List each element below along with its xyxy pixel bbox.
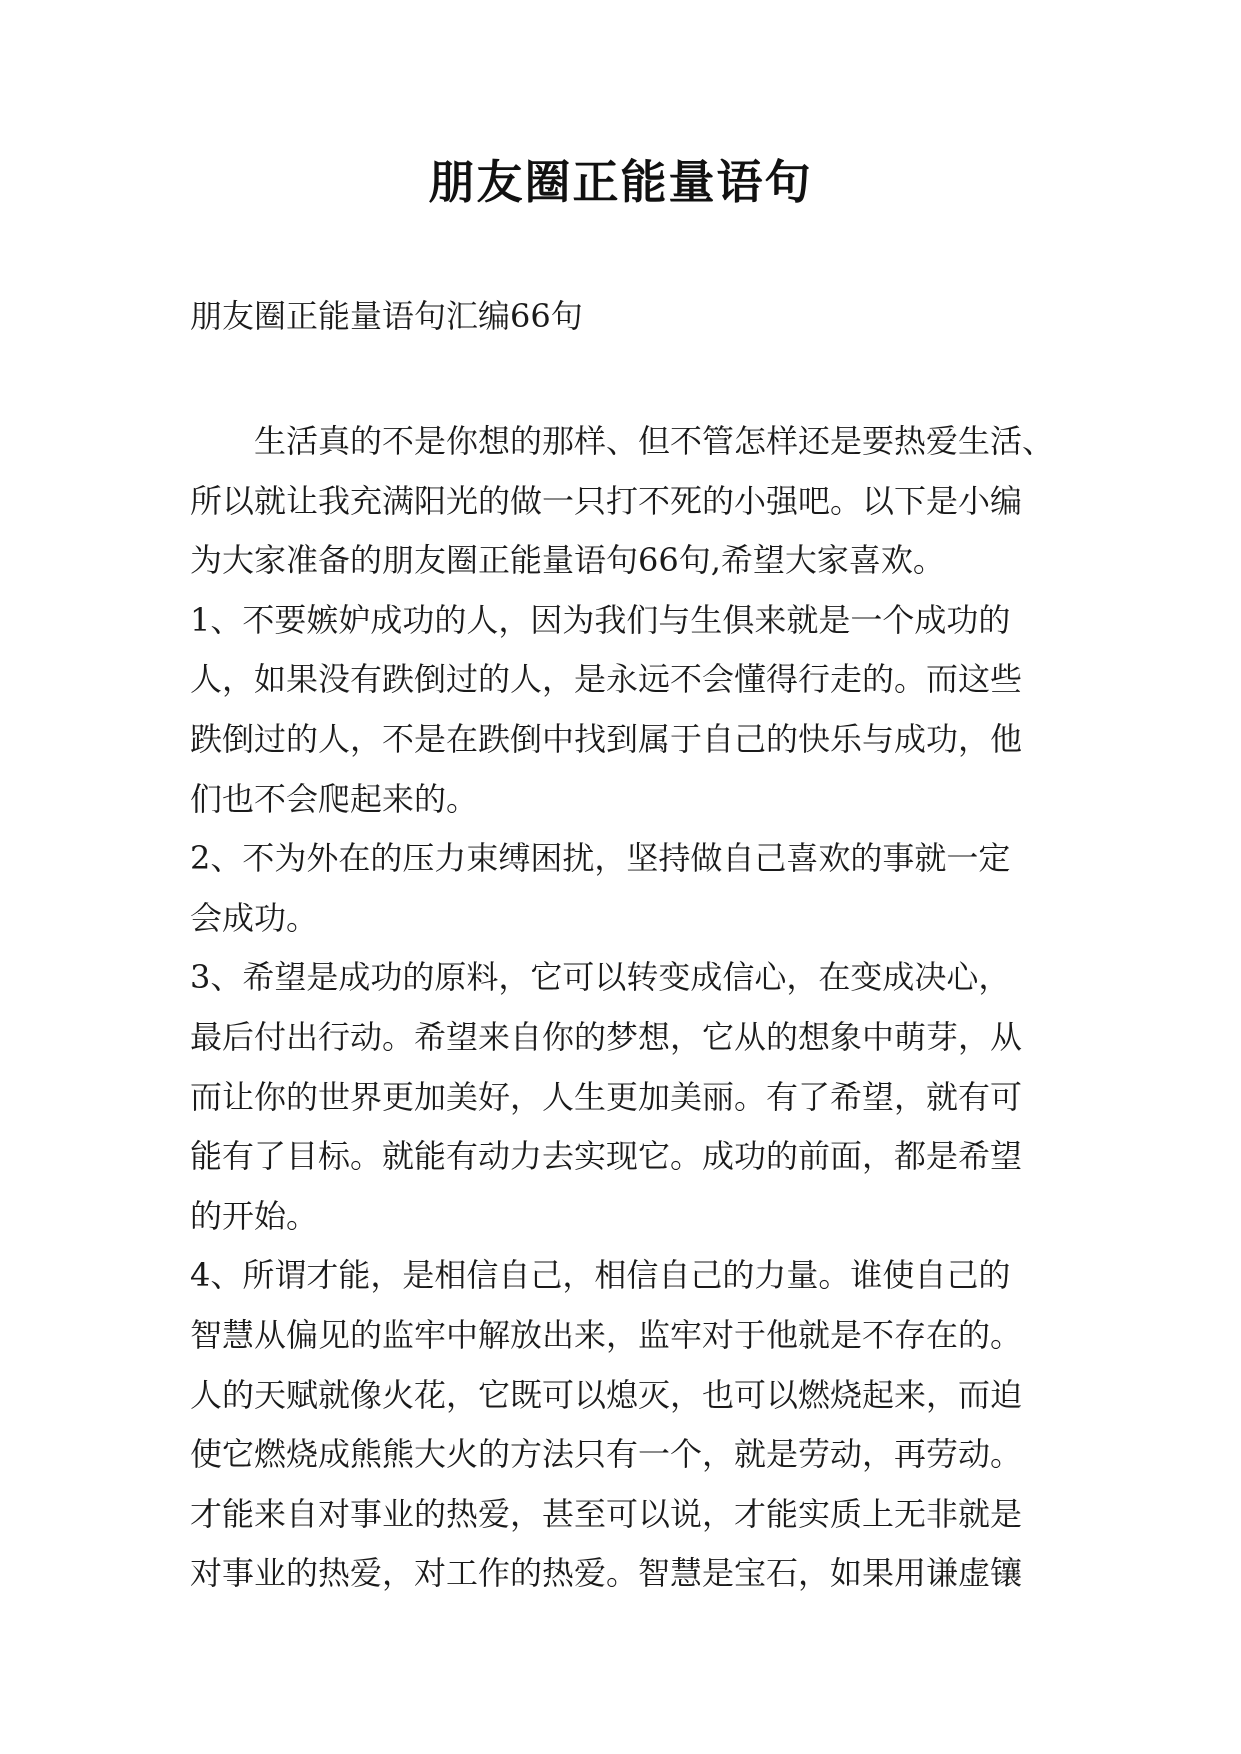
document-body	[190, 412, 1070, 1604]
body-line: 的开始。	[190, 1196, 319, 1235]
body-line: 所以就让我充满阳光的做一只打不死的小强吧。以下是小编	[190, 481, 1023, 520]
body-line: 2、不为外在的压力束缚困扰，坚持做自己喜欢的事就一定	[190, 839, 1011, 878]
body-line: 最后付出行动。希望来自你的梦想，它从的想象中萌芽，从	[190, 1017, 1023, 1056]
body-line: 才能来自对事业的热爱，甚至可以说，才能实质上无非就是	[190, 1494, 1023, 1533]
body-line: 而让你的世界更加美好，人生更加美丽。有了希望，就有可	[190, 1077, 1023, 1116]
body-line: 对事业的热爱，对工作的热爱。智慧是宝石，如果用谦虚镶	[190, 1554, 1023, 1593]
body-line: 3、希望是成功的原料，它可以转变成信心，在变成决心，	[190, 958, 1011, 997]
document-title: 朋友圈正能量语句	[428, 155, 813, 209]
body-line: 4、所谓才能，是相信自己，相信自己的力量。谁使自己的	[190, 1256, 1011, 1295]
body-line: 人的天赋就像火花，它既可以熄灭，也可以燃烧起来，而迫	[190, 1375, 1023, 1414]
body-line: 使它燃烧成熊熊大火的方法只有一个，就是劳动，再劳动。	[190, 1435, 1023, 1474]
body-line: 1、不要嫉妒成功的人，因为我们与生俱来就是一个成功的	[190, 600, 1011, 639]
body-line: 能有了目标。就能有动力去实现它。成功的前面，都是希望	[190, 1137, 1023, 1176]
body-line: 生活真的不是你想的那样、但不管怎样还是要热爱生活、	[254, 422, 1055, 460]
document-subtitle: 朋友圈正能量语句汇编66句	[190, 297, 583, 335]
body-line: 为大家准备的朋友圈正能量语句66句,希望大家喜欢。	[190, 541, 945, 580]
body-line: 们也不会爬起来的。	[190, 779, 479, 818]
body-line: 智慧从偏见的监牢中解放出来，监牢对于他就是不存在的。	[190, 1315, 1023, 1354]
body-line: 会成功。	[190, 898, 319, 937]
body-line: 人，如果没有跌倒过的人，是永远不会懂得行走的。而这些	[190, 660, 1023, 699]
body-line: 跌倒过的人，不是在跌倒中找到属于自己的快乐与成功，他	[190, 719, 1023, 758]
